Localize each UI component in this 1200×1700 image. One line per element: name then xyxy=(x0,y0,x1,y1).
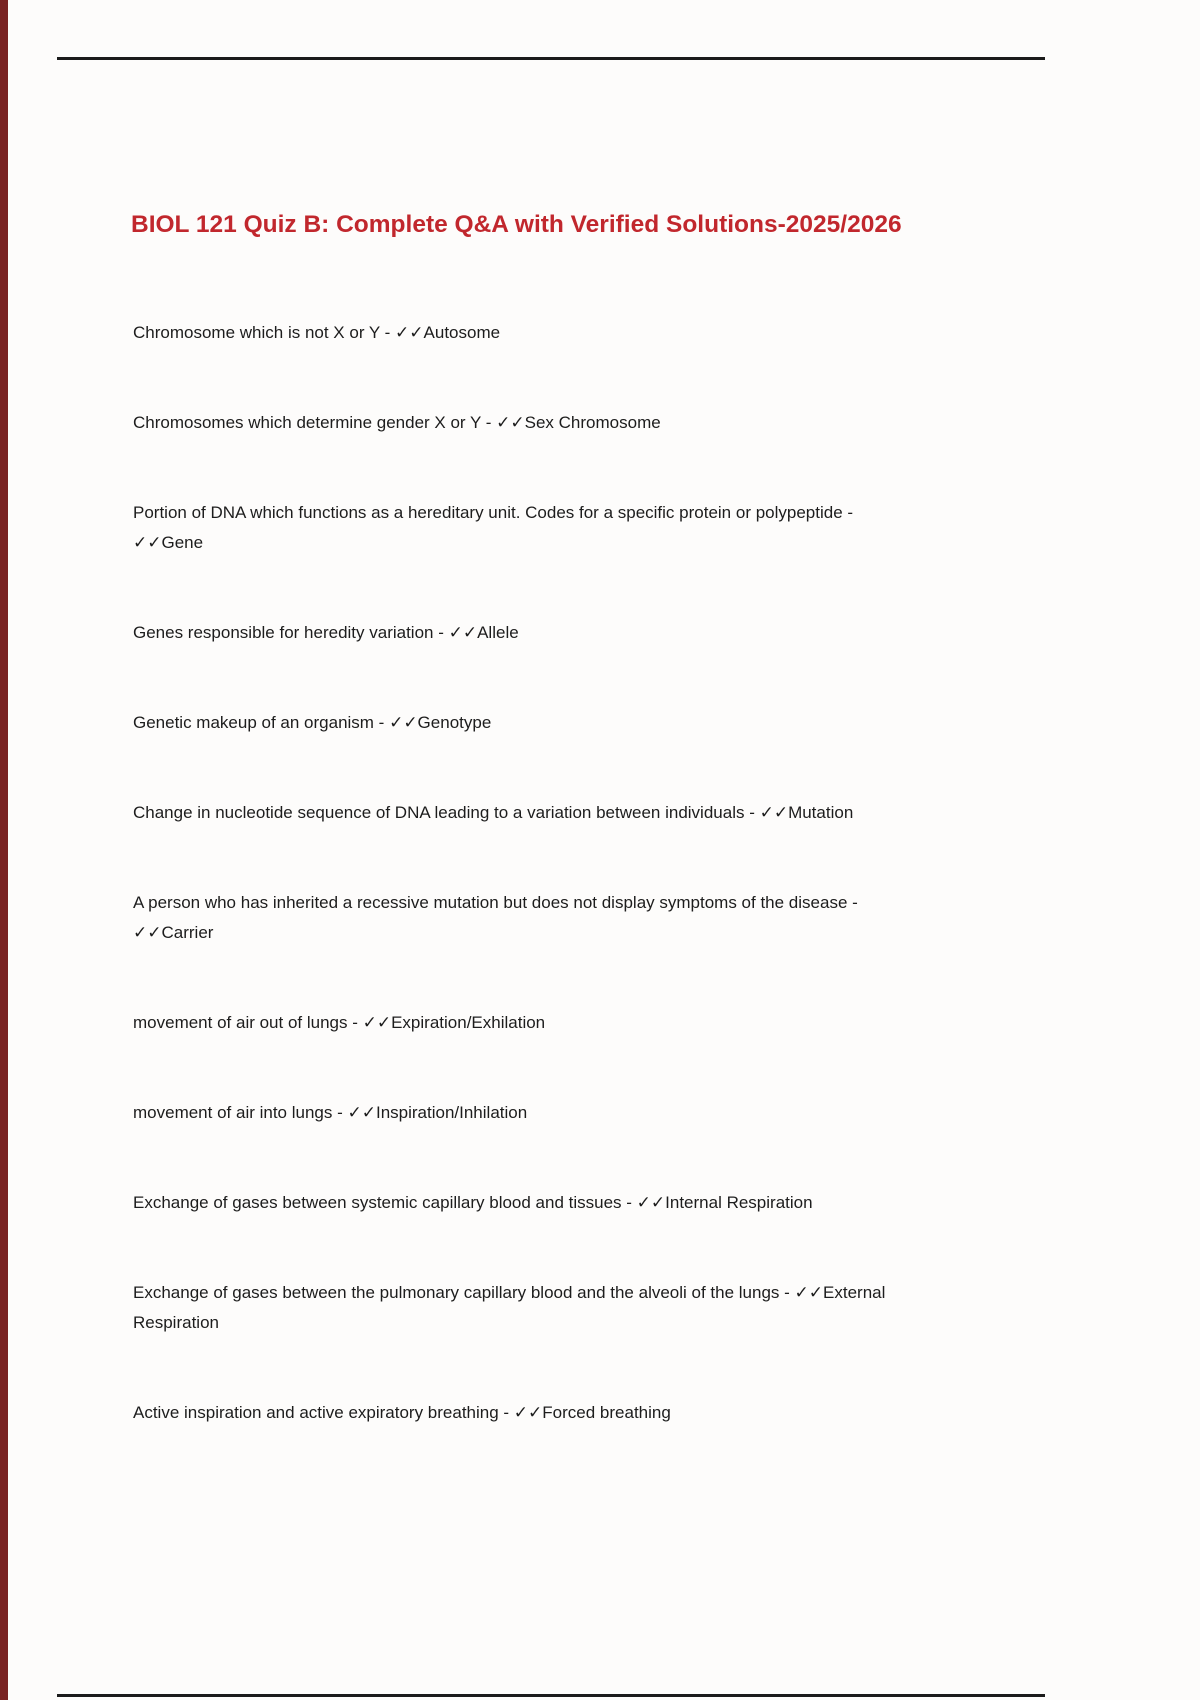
top-rule xyxy=(57,57,1045,60)
qa-line: Respiration xyxy=(133,1313,219,1332)
qa-item xyxy=(133,888,1093,948)
qa-line: ✓✓Gene xyxy=(133,533,204,552)
qa-item xyxy=(133,1398,1093,1428)
qa-line: Change in nucleotide sequence of DNA leading to a variation between individuals - ✓✓Mutation xyxy=(133,803,854,822)
qa-line: Portion of DNA which functions as a hereditary unit. Codes for a specific protein or polypeptide - xyxy=(133,503,854,522)
qa-item xyxy=(133,1188,1093,1218)
qa-item xyxy=(133,408,1093,438)
qa-line: Genetic makeup of an organism - ✓✓Genotype xyxy=(133,713,492,732)
qa-item xyxy=(133,1098,1093,1128)
left-accent-strip xyxy=(0,0,8,1700)
qa-line: Exchange of gases between the pulmonary capillary blood and the alveoli of the lungs - ✓✓External xyxy=(133,1283,886,1302)
qa-item xyxy=(133,798,1093,828)
qa-list xyxy=(133,318,1093,1488)
qa-item xyxy=(133,618,1093,648)
qa-item xyxy=(133,318,1093,348)
bottom-rule xyxy=(57,1694,1045,1697)
qa-line: ✓✓Carrier xyxy=(133,923,214,942)
qa-line: Chromosomes which determine gender X or Y - ✓✓Sex Chromosome xyxy=(133,413,661,432)
page-title: BIOL 121 Quiz B: Complete Q&A with Verified Solutions-2025/2026 xyxy=(131,211,902,238)
qa-line: movement of air into lungs - ✓✓Inspiration/Inhilation xyxy=(133,1103,528,1122)
qa-line: Exchange of gases between systemic capillary blood and tissues - ✓✓Internal Respiration xyxy=(133,1193,813,1212)
qa-line: A person who has inherited a recessive mutation but does not display symptoms of the disease - xyxy=(133,893,858,912)
qa-item xyxy=(133,1278,1093,1338)
qa-line: Genes responsible for heredity variation - ✓✓Allele xyxy=(133,623,519,642)
qa-item xyxy=(133,498,1093,558)
qa-item xyxy=(133,708,1093,738)
qa-line: Active inspiration and active expiratory breathing - ✓✓Forced breathing xyxy=(133,1403,671,1422)
qa-line: Chromosome which is not X or Y - ✓✓Autosome xyxy=(133,323,501,342)
qa-line: movement of air out of lungs - ✓✓Expiration/Exhilation xyxy=(133,1013,546,1032)
qa-item xyxy=(133,1008,1093,1038)
